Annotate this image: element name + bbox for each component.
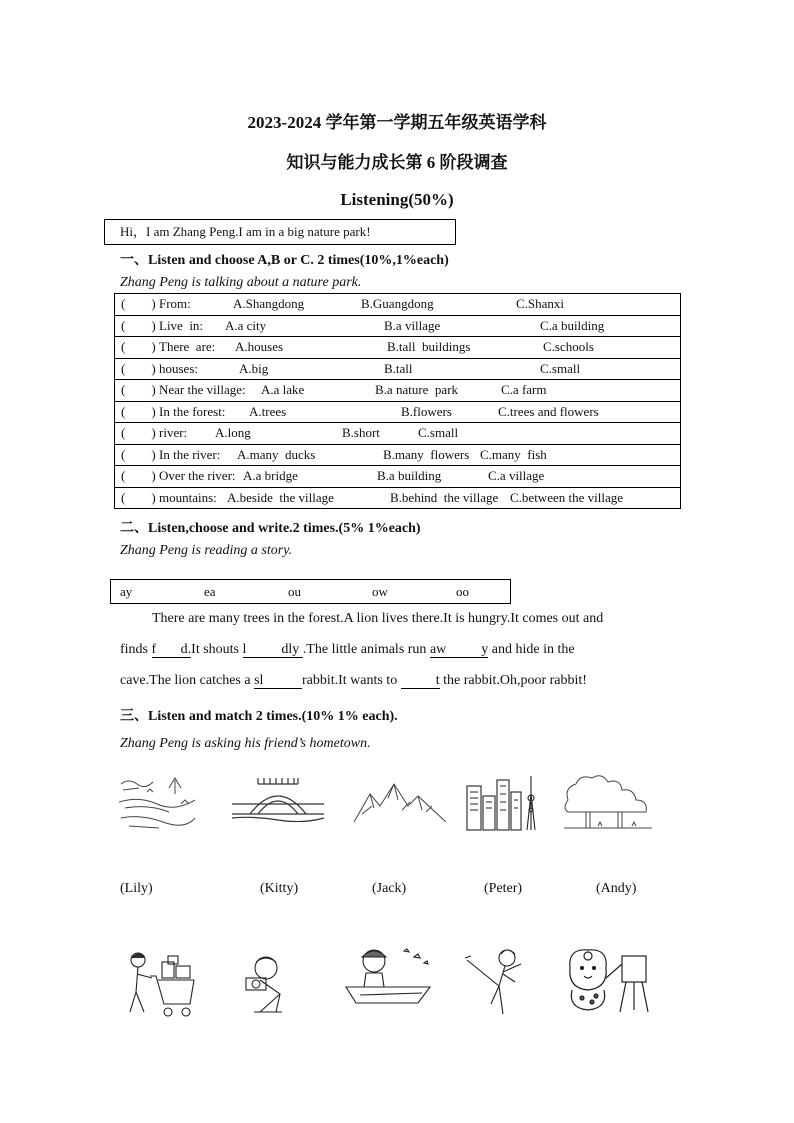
answer-paren[interactable]: ( ) (121, 296, 156, 312)
option-b: B.behind the village (390, 489, 499, 505)
question-stem: In the river: (159, 446, 221, 462)
choice-cell (115, 401, 681, 423)
story-blank[interactable]: sl (254, 673, 302, 688)
story-blank[interactable]: t (400, 673, 440, 688)
story-line-2 (120, 642, 680, 658)
option-c: C.a building (540, 317, 605, 333)
bridge-picture (230, 774, 326, 822)
answer-paren[interactable]: ( ) (121, 382, 156, 398)
option-c: C.small (418, 425, 459, 441)
choice-cell (115, 444, 681, 466)
section2-subtitle: Zhang Peng is reading a story. (120, 543, 293, 558)
option-a: A.long (215, 425, 251, 441)
choice-cell (115, 380, 681, 402)
option-b: B.many flowers (383, 446, 470, 462)
phonics-option: ou (288, 584, 301, 599)
answer-paren[interactable]: ( ) (121, 403, 156, 419)
option-c: C.small (540, 360, 581, 376)
section3-subtitle: Zhang Peng is asking his friend’s hometown. (120, 736, 371, 751)
name-lily: (Lily) (120, 881, 153, 896)
name-jack: (Jack) (372, 881, 407, 896)
story-blank[interactable]: l dly (242, 642, 303, 657)
choice-row (115, 294, 681, 316)
answer-paren[interactable]: ( ) (121, 468, 156, 484)
question-stem: Live in: (159, 317, 204, 333)
answer-paren[interactable]: ( ) (121, 446, 156, 462)
story-blank[interactable]: aw y (429, 642, 489, 657)
story-line-1: There are many trees in the forest.A lion lives there.It is hungry.It comes out and (152, 611, 604, 626)
phonics-option: ow (372, 584, 388, 599)
phonics-box (110, 579, 511, 604)
option-a: A.Shangdong (233, 296, 305, 312)
question-stem: Near the village: (159, 382, 246, 398)
option-a: A.big (239, 360, 269, 376)
choice-cell (115, 423, 681, 445)
choice-row (115, 487, 681, 509)
answer-paren[interactable]: ( ) (121, 489, 156, 505)
story-text: .The little animals run (302, 642, 430, 657)
option-c: C.Shanxi (516, 296, 565, 312)
option-b: B.tall buildings (387, 339, 471, 355)
option-a: A.houses (235, 339, 284, 355)
option-b: B.tall (384, 360, 413, 376)
choice-row (115, 380, 681, 402)
listening-heading: Listening(50%) (340, 190, 454, 209)
section2-heading: 二、Listen,choose and write.2 times.(5% 1%each) (120, 521, 421, 536)
story-text: rabbit.It wants to (301, 673, 401, 688)
question-stem: From: (159, 296, 191, 312)
choice-table (114, 293, 681, 509)
choice-row (115, 401, 681, 423)
shopping-cart-person-picture (118, 948, 198, 1020)
option-c: C.trees and flowers (498, 403, 599, 419)
choice-row (115, 315, 681, 337)
phonics-option: ay (120, 584, 133, 599)
name-kitty: (Kitty) (260, 881, 299, 896)
question-stem: houses: (159, 360, 198, 376)
question-stem: river: (159, 425, 188, 441)
option-b: B.short (342, 425, 380, 441)
question-stem: Over the river: (159, 468, 236, 484)
mountains-picture (352, 776, 448, 828)
choice-row (115, 444, 681, 466)
choice-row (115, 337, 681, 359)
option-c: C.many fish (480, 446, 547, 462)
option-c: C.between the village (510, 489, 623, 505)
story-blank[interactable]: f d. (151, 642, 192, 657)
question-stem: There are: (159, 339, 216, 355)
kungfu-kid-picture (463, 946, 525, 1018)
choice-cell (115, 466, 681, 488)
story-text: It shouts (191, 642, 243, 657)
option-c: C.schools (543, 339, 594, 355)
river-landscape-picture (119, 774, 195, 832)
choice-cell (115, 358, 681, 380)
answer-paren[interactable]: ( ) (121, 339, 156, 355)
exam-title-line1: 2023-2024 学年第一学期五年级英语学科 (247, 113, 547, 132)
story-text: cave.The lion catches a (120, 673, 255, 688)
answer-paren[interactable]: ( ) (121, 425, 156, 441)
story-text: the rabbit.Oh,poor rabbit! (439, 673, 587, 688)
exam-title-line2: 知识与能力成长第 6 阶段调查 (286, 153, 508, 172)
choice-row (115, 466, 681, 488)
answer-paren[interactable]: ( ) (121, 360, 156, 376)
option-a: A.trees (249, 403, 287, 419)
phonics-option: oo (456, 584, 469, 599)
option-a: A.a city (225, 317, 267, 333)
intro-box: Hi，I am Zhang Peng.I am in a big nature park! (104, 219, 456, 245)
option-a: A.beside the village (227, 489, 334, 505)
phonics-option: ea (204, 584, 216, 599)
story-text: finds (120, 642, 152, 657)
option-b: B.flowers (401, 403, 452, 419)
choice-row (115, 423, 681, 445)
option-c: C.a village (488, 468, 545, 484)
option-a: A.a lake (261, 382, 305, 398)
choice-cell (115, 337, 681, 359)
city-buildings-picture (465, 772, 545, 832)
trees-picture (562, 770, 654, 832)
choice-cell (115, 487, 681, 509)
option-a: A.many ducks (237, 446, 316, 462)
question-stem: In the forest: (159, 403, 226, 419)
option-b: B.a building (377, 468, 442, 484)
option-b: B.Guangdong (361, 296, 434, 312)
story-text: and hide in the (488, 642, 575, 657)
section1-heading: 一、Listen and choose A,B or C. 2 times(10%,1%each) (120, 253, 449, 268)
option-b: B.a nature park (375, 382, 459, 398)
camera-kid-picture (240, 954, 292, 1016)
choice-row (115, 358, 681, 380)
question-stem: mountains: (159, 489, 217, 505)
section1-subtitle: Zhang Peng is talking about a nature park. (120, 275, 362, 290)
painting-kid-picture (562, 938, 652, 1016)
name-peter: (Peter) (484, 881, 523, 896)
option-c: C.a farm (501, 382, 547, 398)
answer-paren[interactable]: ( ) (121, 317, 156, 333)
choice-cell (115, 294, 681, 316)
choice-cell (115, 315, 681, 337)
name-andy: (Andy) (596, 881, 637, 896)
boat-kid-picture (340, 943, 436, 1009)
option-b: B.a village (384, 317, 441, 333)
section3-heading: 三、Listen and match 2 times.(10% 1% each). (120, 709, 398, 724)
option-a: A.a bridge (243, 468, 298, 484)
story-line-3 (120, 673, 680, 689)
